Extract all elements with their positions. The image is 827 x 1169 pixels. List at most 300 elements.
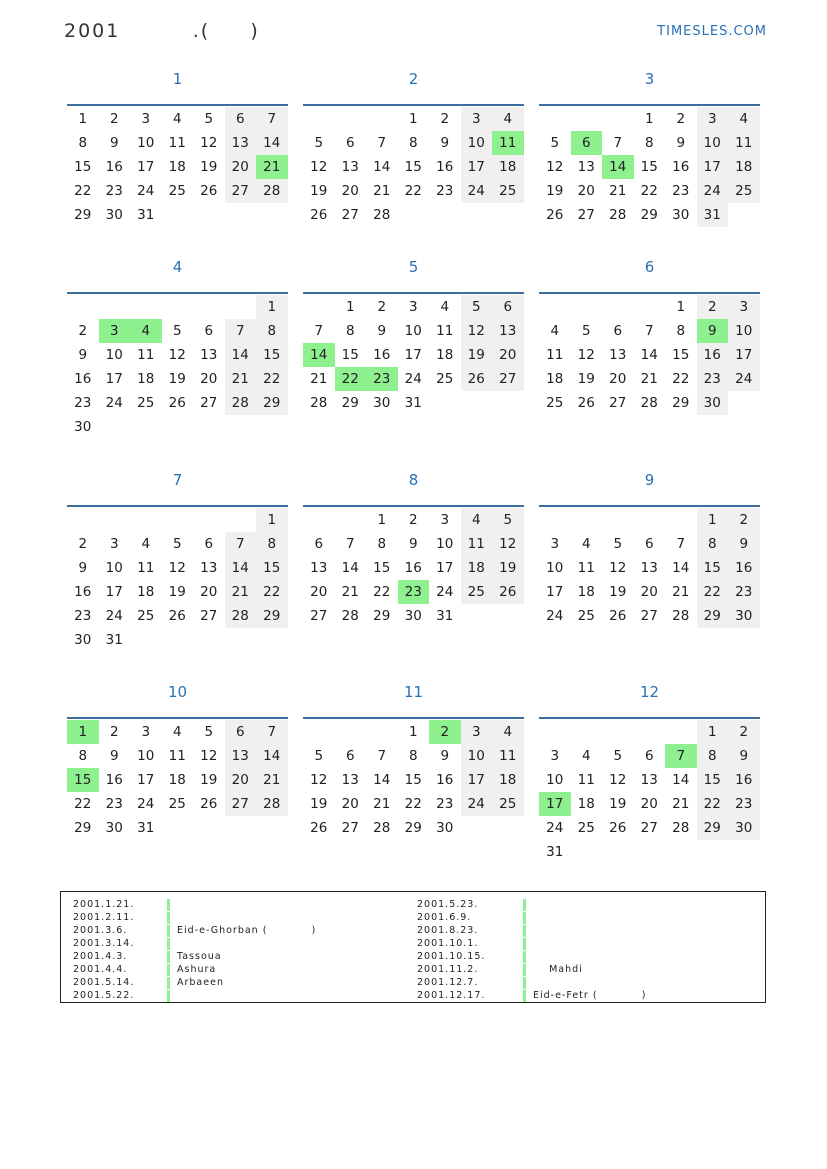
day-cell[interactable]: 10 [546, 772, 564, 788]
day-cell[interactable]: 10 [728, 319, 760, 343]
day-cell[interactable]: 27 [341, 207, 359, 223]
day-cell[interactable]: 11 [168, 135, 186, 151]
day-cell[interactable]: 18 [546, 371, 564, 387]
day-cell[interactable]: 1 [345, 299, 355, 315]
day-cell[interactable]: 28 [256, 792, 288, 816]
day-cell[interactable]: 19 [200, 159, 218, 175]
day-cell[interactable]: 18 [168, 159, 186, 175]
day-cell[interactable]: 30 [105, 207, 123, 223]
day-cell[interactable]: 31 [546, 844, 564, 860]
day-cell[interactable]: 27 [609, 395, 627, 411]
day-cell[interactable]: 18 [436, 347, 454, 363]
day-cell[interactable]: 29 [256, 604, 288, 628]
day-cell[interactable]: 19 [492, 556, 524, 580]
day-cell[interactable]: 16 [373, 347, 391, 363]
day-cell[interactable]: 14 [672, 772, 690, 788]
day-cell[interactable]: 12 [200, 135, 218, 151]
day-cell[interactable]: 31 [404, 395, 422, 411]
day-cell[interactable]: 13 [225, 131, 257, 155]
day-cell[interactable]: 16 [672, 159, 690, 175]
day-cell[interactable]: 7 [613, 135, 623, 151]
day-cell[interactable]: 3 [408, 299, 418, 315]
day-cell[interactable]: 8 [697, 744, 729, 768]
day-cell[interactable]: 11 [137, 560, 155, 576]
day-cell[interactable]: 20 [640, 584, 658, 600]
day-cell[interactable]: 6 [613, 323, 623, 339]
brand-link[interactable]: TIMESLES.COM [657, 24, 767, 39]
day-cell[interactable]: 2 [109, 111, 119, 127]
day-cell[interactable]: 21 [373, 796, 391, 812]
holiday-day-cell[interactable]: 2 [429, 720, 461, 744]
day-cell[interactable]: 19 [310, 796, 328, 812]
day-cell[interactable]: 5 [314, 135, 324, 151]
day-cell[interactable]: 13 [225, 744, 257, 768]
holiday-day-cell[interactable]: 17 [539, 792, 571, 816]
day-cell[interactable]: 15 [697, 768, 729, 792]
day-cell[interactable]: 13 [200, 560, 218, 576]
day-cell[interactable]: 25 [577, 820, 595, 836]
day-cell[interactable]: 6 [345, 135, 355, 151]
day-cell[interactable]: 9 [728, 532, 760, 556]
day-cell[interactable]: 25 [137, 395, 155, 411]
day-cell[interactable]: 27 [200, 608, 218, 624]
day-cell[interactable]: 12 [310, 772, 328, 788]
day-cell[interactable]: 31 [436, 608, 454, 624]
day-cell[interactable]: 28 [609, 207, 627, 223]
holiday-day-cell[interactable]: 9 [697, 319, 729, 343]
day-cell[interactable]: 24 [697, 179, 729, 203]
day-cell[interactable]: 27 [577, 207, 595, 223]
day-cell[interactable]: 28 [225, 604, 257, 628]
day-cell[interactable]: 22 [74, 796, 92, 812]
day-cell[interactable]: 23 [436, 183, 454, 199]
day-cell[interactable]: 11 [492, 744, 524, 768]
day-cell[interactable]: 1 [644, 111, 654, 127]
day-cell[interactable]: 19 [168, 371, 186, 387]
day-cell[interactable]: 3 [109, 536, 119, 552]
day-cell[interactable]: 10 [137, 748, 155, 764]
day-cell[interactable]: 27 [200, 395, 218, 411]
day-cell[interactable]: 24 [137, 796, 155, 812]
day-cell[interactable]: 14 [373, 159, 391, 175]
day-cell[interactable]: 19 [310, 183, 328, 199]
day-cell[interactable]: 4 [581, 748, 591, 764]
holiday-day-cell[interactable]: 11 [492, 131, 524, 155]
day-cell[interactable]: 15 [256, 556, 288, 580]
day-cell[interactable]: 1 [676, 299, 686, 315]
day-cell[interactable]: 19 [609, 584, 627, 600]
day-cell[interactable]: 10 [461, 744, 493, 768]
day-cell[interactable]: 28 [672, 820, 690, 836]
day-cell[interactable]: 6 [644, 748, 654, 764]
day-cell[interactable]: 26 [168, 395, 186, 411]
day-cell[interactable]: 17 [436, 560, 454, 576]
day-cell[interactable]: 18 [577, 796, 595, 812]
day-cell[interactable]: 24 [105, 608, 123, 624]
day-cell[interactable]: 4 [172, 111, 182, 127]
day-cell[interactable]: 22 [697, 792, 729, 816]
day-cell[interactable]: 5 [492, 508, 524, 532]
day-cell[interactable]: 14 [672, 560, 690, 576]
day-cell[interactable]: 22 [74, 183, 92, 199]
day-cell[interactable]: 16 [74, 371, 92, 387]
day-cell[interactable]: 25 [492, 179, 524, 203]
day-cell[interactable]: 21 [609, 183, 627, 199]
day-cell[interactable]: 15 [373, 560, 391, 576]
day-cell[interactable]: 29 [697, 604, 729, 628]
day-cell[interactable]: 20 [200, 584, 218, 600]
day-cell[interactable]: 7 [676, 536, 686, 552]
day-cell[interactable]: 21 [373, 183, 391, 199]
day-cell[interactable]: 24 [137, 183, 155, 199]
day-cell[interactable]: 27 [225, 792, 257, 816]
holiday-day-cell[interactable]: 4 [130, 319, 162, 343]
day-cell[interactable]: 22 [672, 371, 690, 387]
day-cell[interactable]: 18 [137, 584, 155, 600]
holiday-day-cell[interactable]: 14 [303, 343, 335, 367]
day-cell[interactable]: 21 [640, 371, 658, 387]
day-cell[interactable]: 12 [577, 347, 595, 363]
day-cell[interactable]: 19 [168, 584, 186, 600]
day-cell[interactable]: 6 [492, 295, 524, 319]
day-cell[interactable]: 30 [105, 820, 123, 836]
day-cell[interactable]: 8 [78, 135, 88, 151]
day-cell[interactable]: 11 [577, 772, 595, 788]
day-cell[interactable]: 17 [461, 768, 493, 792]
day-cell[interactable]: 1 [78, 111, 88, 127]
day-cell[interactable]: 23 [74, 395, 92, 411]
day-cell[interactable]: 8 [676, 323, 686, 339]
day-cell[interactable]: 11 [577, 560, 595, 576]
day-cell[interactable]: 4 [172, 724, 182, 740]
day-cell[interactable]: 20 [609, 371, 627, 387]
day-cell[interactable]: 4 [492, 720, 524, 744]
day-cell[interactable]: 8 [644, 135, 654, 151]
holiday-day-cell[interactable]: 23 [398, 580, 430, 604]
day-cell[interactable]: 2 [728, 508, 760, 532]
day-cell[interactable]: 17 [105, 584, 123, 600]
day-cell[interactable]: 17 [728, 343, 760, 367]
day-cell[interactable]: 12 [609, 772, 627, 788]
day-cell[interactable]: 30 [697, 391, 729, 415]
day-cell[interactable]: 24 [728, 367, 760, 391]
day-cell[interactable]: 17 [461, 155, 493, 179]
day-cell[interactable]: 15 [404, 159, 422, 175]
day-cell[interactable]: 7 [256, 720, 288, 744]
day-cell[interactable]: 5 [172, 536, 182, 552]
day-cell[interactable]: 23 [436, 796, 454, 812]
day-cell[interactable]: 30 [373, 395, 391, 411]
holiday-day-cell[interactable]: 3 [99, 319, 131, 343]
day-cell[interactable]: 23 [728, 580, 760, 604]
day-cell[interactable]: 13 [640, 772, 658, 788]
day-cell[interactable]: 24 [461, 179, 493, 203]
day-cell[interactable]: 17 [137, 772, 155, 788]
day-cell[interactable]: 25 [168, 183, 186, 199]
day-cell[interactable]: 26 [609, 608, 627, 624]
day-cell[interactable]: 3 [461, 720, 493, 744]
day-cell[interactable]: 21 [256, 768, 288, 792]
day-cell[interactable]: 6 [345, 748, 355, 764]
day-cell[interactable]: 25 [492, 792, 524, 816]
day-cell[interactable]: 11 [168, 748, 186, 764]
day-cell[interactable]: 27 [310, 608, 328, 624]
day-cell[interactable]: 2 [440, 111, 450, 127]
day-cell[interactable]: 7 [225, 532, 257, 556]
day-cell[interactable]: 4 [492, 107, 524, 131]
day-cell[interactable]: 28 [373, 820, 391, 836]
day-cell[interactable]: 27 [640, 820, 658, 836]
day-cell[interactable]: 22 [404, 796, 422, 812]
day-cell[interactable]: 15 [672, 347, 690, 363]
day-cell[interactable]: 8 [697, 532, 729, 556]
day-cell[interactable]: 25 [436, 371, 454, 387]
day-cell[interactable]: 2 [109, 724, 119, 740]
day-cell[interactable]: 13 [310, 560, 328, 576]
day-cell[interactable]: 14 [256, 744, 288, 768]
day-cell[interactable]: 11 [461, 532, 493, 556]
day-cell[interactable]: 2 [676, 111, 686, 127]
day-cell[interactable]: 21 [672, 584, 690, 600]
day-cell[interactable]: 2 [78, 536, 88, 552]
day-cell[interactable]: 26 [577, 395, 595, 411]
day-cell[interactable]: 23 [728, 792, 760, 816]
day-cell[interactable]: 17 [404, 347, 422, 363]
day-cell[interactable]: 22 [697, 580, 729, 604]
day-cell[interactable]: 29 [404, 820, 422, 836]
day-cell[interactable]: 1 [697, 720, 729, 744]
day-cell[interactable]: 16 [697, 343, 729, 367]
day-cell[interactable]: 9 [408, 536, 418, 552]
day-cell[interactable]: 27 [640, 608, 658, 624]
day-cell[interactable]: 29 [74, 820, 92, 836]
day-cell[interactable]: 13 [492, 319, 524, 343]
day-cell[interactable]: 25 [137, 608, 155, 624]
day-cell[interactable]: 8 [256, 319, 288, 343]
day-cell[interactable]: 2 [78, 323, 88, 339]
day-cell[interactable]: 14 [341, 560, 359, 576]
day-cell[interactable]: 5 [172, 323, 182, 339]
day-cell[interactable]: 26 [200, 796, 218, 812]
day-cell[interactable]: 19 [546, 183, 564, 199]
day-cell[interactable]: 16 [105, 159, 123, 175]
day-cell[interactable]: 29 [74, 207, 92, 223]
day-cell[interactable]: 5 [613, 536, 623, 552]
day-cell[interactable]: 21 [310, 371, 328, 387]
day-cell[interactable]: 18 [137, 371, 155, 387]
day-cell[interactable]: 3 [550, 536, 560, 552]
day-cell[interactable]: 31 [137, 820, 155, 836]
day-cell[interactable]: 29 [697, 816, 729, 840]
day-cell[interactable]: 14 [640, 347, 658, 363]
day-cell[interactable]: 20 [640, 796, 658, 812]
day-cell[interactable]: 20 [225, 155, 257, 179]
day-cell[interactable]: 10 [697, 131, 729, 155]
day-cell[interactable]: 21 [225, 367, 257, 391]
day-cell[interactable]: 9 [440, 748, 450, 764]
day-cell[interactable]: 26 [492, 580, 524, 604]
day-cell[interactable]: 18 [461, 556, 493, 580]
day-cell[interactable]: 26 [546, 207, 564, 223]
day-cell[interactable]: 20 [341, 183, 359, 199]
day-cell[interactable]: 25 [461, 580, 493, 604]
day-cell[interactable]: 8 [408, 748, 418, 764]
day-cell[interactable]: 19 [461, 343, 493, 367]
day-cell[interactable]: 20 [577, 183, 595, 199]
day-cell[interactable]: 15 [697, 556, 729, 580]
day-cell[interactable]: 6 [644, 536, 654, 552]
day-cell[interactable]: 16 [105, 772, 123, 788]
day-cell[interactable]: 16 [728, 768, 760, 792]
day-cell[interactable]: 17 [105, 371, 123, 387]
day-cell[interactable]: 3 [550, 748, 560, 764]
day-cell[interactable]: 15 [341, 347, 359, 363]
day-cell[interactable]: 4 [581, 536, 591, 552]
day-cell[interactable]: 12 [200, 748, 218, 764]
day-cell[interactable]: 15 [640, 159, 658, 175]
day-cell[interactable]: 29 [341, 395, 359, 411]
day-cell[interactable]: 10 [137, 135, 155, 151]
day-cell[interactable]: 22 [404, 183, 422, 199]
day-cell[interactable]: 2 [697, 295, 729, 319]
day-cell[interactable]: 17 [546, 584, 564, 600]
day-cell[interactable]: 10 [436, 536, 454, 552]
day-cell[interactable]: 19 [577, 371, 595, 387]
day-cell[interactable]: 16 [436, 772, 454, 788]
day-cell[interactable]: 6 [204, 323, 214, 339]
day-cell[interactable]: 22 [256, 580, 288, 604]
day-cell[interactable]: 11 [137, 347, 155, 363]
day-cell[interactable]: 23 [697, 367, 729, 391]
day-cell[interactable]: 2 [728, 720, 760, 744]
day-cell[interactable]: 5 [613, 748, 623, 764]
day-cell[interactable]: 3 [141, 111, 151, 127]
day-cell[interactable]: 28 [256, 179, 288, 203]
day-cell[interactable]: 3 [728, 295, 760, 319]
day-cell[interactable]: 17 [137, 159, 155, 175]
day-cell[interactable]: 28 [310, 395, 328, 411]
day-cell[interactable]: 5 [314, 748, 324, 764]
day-cell[interactable]: 16 [436, 159, 454, 175]
day-cell[interactable]: 12 [609, 560, 627, 576]
day-cell[interactable]: 6 [225, 720, 257, 744]
day-cell[interactable]: 5 [461, 295, 493, 319]
day-cell[interactable]: 28 [341, 608, 359, 624]
day-cell[interactable]: 9 [728, 744, 760, 768]
day-cell[interactable]: 20 [310, 584, 328, 600]
day-cell[interactable]: 12 [546, 159, 564, 175]
day-cell[interactable]: 1 [408, 111, 418, 127]
day-cell[interactable]: 24 [105, 395, 123, 411]
day-cell[interactable]: 18 [492, 155, 524, 179]
day-cell[interactable]: 21 [225, 580, 257, 604]
day-cell[interactable]: 26 [310, 207, 328, 223]
holiday-day-cell[interactable]: 23 [366, 367, 398, 391]
day-cell[interactable]: 12 [461, 319, 493, 343]
day-cell[interactable]: 3 [141, 724, 151, 740]
day-cell[interactable]: 23 [74, 608, 92, 624]
holiday-day-cell[interactable]: 1 [67, 720, 99, 744]
holiday-day-cell[interactable]: 6 [571, 131, 603, 155]
day-cell[interactable]: 9 [377, 323, 387, 339]
day-cell[interactable]: 6 [225, 107, 257, 131]
day-cell[interactable]: 26 [461, 367, 493, 391]
day-cell[interactable]: 30 [728, 604, 760, 628]
day-cell[interactable]: 11 [728, 131, 760, 155]
day-cell[interactable]: 26 [200, 183, 218, 199]
day-cell[interactable]: 22 [640, 183, 658, 199]
day-cell[interactable]: 4 [550, 323, 560, 339]
holiday-day-cell[interactable]: 22 [335, 367, 367, 391]
day-cell[interactable]: 5 [581, 323, 591, 339]
day-cell[interactable]: 6 [204, 536, 214, 552]
holiday-day-cell[interactable]: 15 [67, 768, 99, 792]
day-cell[interactable]: 1 [377, 512, 387, 528]
day-cell[interactable]: 30 [74, 419, 92, 435]
day-cell[interactable]: 4 [461, 508, 493, 532]
day-cell[interactable]: 12 [310, 159, 328, 175]
day-cell[interactable]: 16 [404, 560, 422, 576]
day-cell[interactable]: 18 [168, 772, 186, 788]
day-cell[interactable]: 16 [74, 584, 92, 600]
day-cell[interactable]: 19 [609, 796, 627, 812]
day-cell[interactable]: 12 [168, 560, 186, 576]
day-cell[interactable]: 17 [697, 155, 729, 179]
day-cell[interactable]: 25 [168, 796, 186, 812]
holiday-day-cell[interactable]: 21 [256, 155, 288, 179]
day-cell[interactable]: 1 [408, 724, 418, 740]
day-cell[interactable]: 8 [345, 323, 355, 339]
day-cell[interactable]: 29 [256, 391, 288, 415]
day-cell[interactable]: 23 [105, 183, 123, 199]
day-cell[interactable]: 18 [577, 584, 595, 600]
day-cell[interactable]: 8 [377, 536, 387, 552]
day-cell[interactable]: 28 [672, 608, 690, 624]
day-cell[interactable]: 2 [377, 299, 387, 315]
day-cell[interactable]: 9 [78, 347, 88, 363]
day-cell[interactable]: 1 [256, 508, 288, 532]
day-cell[interactable]: 20 [200, 371, 218, 387]
day-cell[interactable]: 29 [373, 608, 391, 624]
day-cell[interactable]: 20 [341, 796, 359, 812]
day-cell[interactable]: 31 [105, 632, 123, 648]
day-cell[interactable]: 24 [404, 371, 422, 387]
day-cell[interactable]: 30 [74, 632, 92, 648]
day-cell[interactable]: 13 [609, 347, 627, 363]
day-cell[interactable]: 9 [109, 748, 119, 764]
day-cell[interactable]: 31 [137, 207, 155, 223]
day-cell[interactable]: 15 [256, 343, 288, 367]
day-cell[interactable]: 22 [256, 367, 288, 391]
day-cell[interactable]: 9 [440, 135, 450, 151]
day-cell[interactable]: 15 [74, 159, 92, 175]
day-cell[interactable]: 21 [341, 584, 359, 600]
day-cell[interactable]: 10 [461, 131, 493, 155]
day-cell[interactable]: 11 [546, 347, 564, 363]
day-cell[interactable]: 14 [225, 556, 257, 580]
day-cell[interactable]: 29 [672, 395, 690, 411]
day-cell[interactable]: 8 [408, 135, 418, 151]
day-cell[interactable]: 18 [492, 768, 524, 792]
day-cell[interactable]: 7 [345, 536, 355, 552]
day-cell[interactable]: 4 [440, 299, 450, 315]
day-cell[interactable]: 1 [256, 295, 288, 319]
day-cell[interactable]: 9 [78, 560, 88, 576]
day-cell[interactable]: 9 [109, 135, 119, 151]
day-cell[interactable]: 9 [676, 135, 686, 151]
day-cell[interactable]: 10 [105, 347, 123, 363]
day-cell[interactable]: 28 [640, 395, 658, 411]
